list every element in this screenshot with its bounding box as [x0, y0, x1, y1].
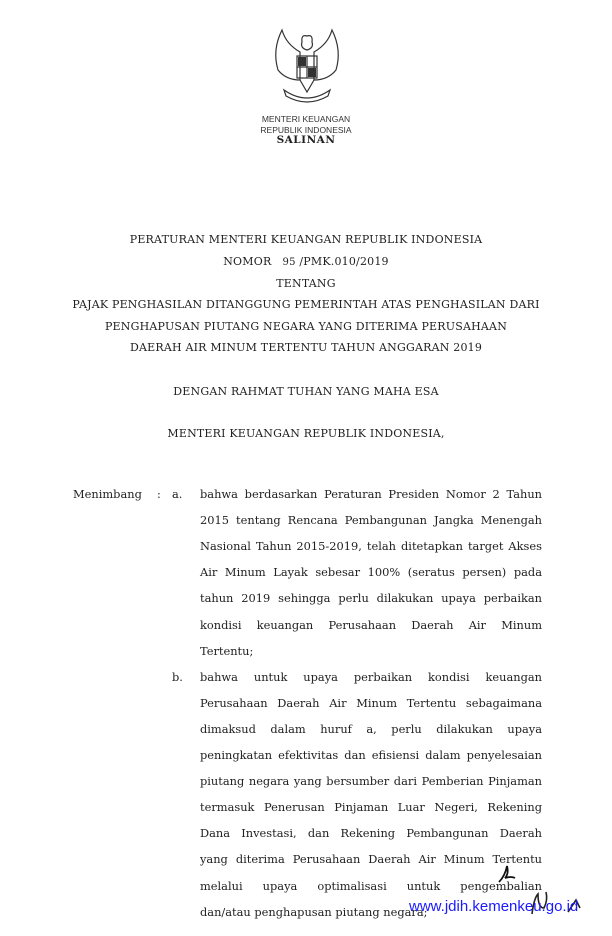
- subject-line: PENGHAPUSAN PIUTANG NEGARA YANG DITERIMA PERUSAHAAN: [104, 320, 508, 333]
- item-line: bahwa untuk upaya perbaikan kondisi keuangan: [200, 669, 542, 684]
- item-line: melalui upaya optimalisasi untuk pengembalian: [200, 878, 542, 893]
- item-line: dan/atau penghapusan piutang negara;: [200, 904, 428, 919]
- item-line: kondisi keuangan Perusahaan Daerah Air Minum: [200, 617, 542, 632]
- item-line: Perusahaan Daerah Air Minum Tertentu sebagaimana: [200, 695, 542, 710]
- jdih-website-link[interactable]: www.jdih.kemenkeu.go.id: [409, 898, 579, 915]
- regulation-title: PERATURAN MENTERI KEUANGAN REPUBLIK INDONESIA: [129, 233, 483, 246]
- paraf-signature-icon: [496, 862, 520, 886]
- nomor-suffix: /PMK.010/2019: [299, 255, 389, 268]
- item-line: bahwa berdasarkan Peraturan Presiden Nomor 2 Tahun: [200, 487, 542, 501]
- ministry-name: MENTERI KEUANGAN: [261, 114, 351, 124]
- item-marker: b.: [172, 669, 183, 684]
- republic-name: REPUBLIK INDONESIA: [260, 125, 352, 135]
- item-line: Tertentu;: [200, 643, 254, 658]
- item-marker: a.: [172, 487, 183, 501]
- item-line: termasuk Penerusan Pinjaman Luar Negeri, Rekening: [200, 800, 542, 815]
- menimbang-label: Menimbang: [73, 487, 142, 501]
- item-line: Nasional Tahun 2015-2019, telah ditetapkan target Akses: [200, 539, 542, 554]
- item-line: tahun 2019 sehingga perlu dilakukan upaya perbaikan: [200, 591, 542, 606]
- item-line: 2015 tentang Rencana Pembangunan Jangka Menengah: [200, 513, 542, 528]
- subject-line: DAERAH AIR MINUM TERTENTU TAHUN ANGGARAN 2019: [129, 341, 483, 354]
- menimbang-colon: :: [157, 487, 161, 501]
- nomor-label: NOMOR: [223, 255, 272, 268]
- tentang-heading: TENTANG: [276, 277, 336, 290]
- item-line: dimaksud dalam huruf a, perlu dilakukan upaya: [200, 721, 542, 736]
- item-line: peningkatan efektivitas dan efisiensi dalam penyelesaian: [200, 748, 542, 762]
- garuda-emblem-icon: [270, 28, 344, 108]
- nomor-value: 95: [282, 257, 296, 268]
- item-line: Air Minum Layak sebesar 100% (seratus persen) pada: [200, 565, 542, 580]
- item-line: Dana Investasi, dan Rekening Pembangunan Daerah: [200, 826, 542, 841]
- blessing: DENGAN RAHMAT TUHAN YANG MAHA ESA: [173, 385, 439, 398]
- minister-heading: MENTERI KEUANGAN REPUBLIK INDONESIA,: [167, 427, 445, 440]
- item-line: yang diterima Perusahaan Daerah Air Minum Tertentu: [200, 852, 542, 867]
- salinan-stamp: SALINAN: [276, 134, 336, 146]
- regulation-number: [0, 255, 612, 268]
- subject-line: PAJAK PENGHASILAN DITANGGUNG PEMERINTAH ATAS PENGHASILAN DARI: [72, 298, 540, 311]
- item-line: piutang negara yang bersumber dari Pemberian Pinjaman: [200, 774, 542, 789]
